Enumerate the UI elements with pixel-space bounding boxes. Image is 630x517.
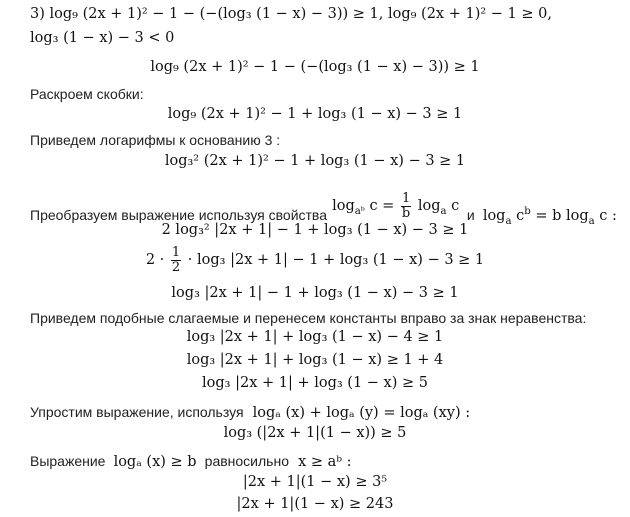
explanation-text: Приведем подобные слагаемые и перенесем константы вправо за знак неравенства:	[30, 310, 587, 326]
math-text: log₃² (2x + 1)² − 1 + log₃ (1 − x) − 3 ≥ 1	[164, 153, 466, 169]
explanation-text: равносильно	[204, 453, 289, 469]
math-text: log₃ |2x + 1| + log₃ (1 − x) ≥ 1 + 4	[186, 352, 444, 368]
inequality-line-9	[0, 375, 630, 391]
math-text: c :	[594, 208, 617, 225]
fraction-one-over-b	[401, 192, 411, 220]
math-text: log	[482, 208, 506, 225]
math-text: 2 ·	[145, 252, 165, 269]
inequality-line-3	[0, 153, 630, 169]
fraction-one-half	[171, 246, 181, 274]
explanation-text: Раскроем скобки:	[30, 86, 144, 102]
math-text: logₐ (x) ≥ b	[113, 454, 197, 470]
math-superscript: b	[524, 206, 531, 218]
fraction-numerator: 1	[171, 245, 181, 260]
inequality-line-7	[0, 329, 630, 345]
properties-line	[30, 178, 617, 228]
inequality-line-11	[0, 474, 630, 490]
domain-condition-line	[30, 30, 174, 46]
text-change-base	[30, 132, 280, 148]
math-text: log₉ (2x + 1)² − 1 − (−(log₃ (1 − x) − 3)) ≥ 1	[150, 59, 480, 75]
property-1-formula	[332, 191, 464, 221]
math-text: log₃ |2x + 1| + log₃ (1 − x) − 4 ≥ 1	[186, 329, 444, 345]
inequality-line-2	[0, 106, 630, 122]
math-text: x ≥ aᵇ :	[298, 454, 352, 470]
math-text: log	[332, 198, 355, 215]
inequality-line-5	[0, 246, 630, 274]
math-text: log₃ (1 − x) − 3 < 0	[30, 30, 175, 46]
math-text: |2x + 1|(1 − x) ≥ 243	[236, 496, 394, 512]
inequality-line-8	[0, 352, 630, 368]
math-text: log	[417, 198, 441, 215]
math-text: · log₃ |2x + 1| − 1 + log₃ (1 − x) − 3 ≥ 1	[187, 252, 485, 269]
math-text: c =	[364, 198, 395, 215]
math-subscript: a	[440, 206, 447, 218]
conjunction-text: и	[466, 207, 475, 224]
inequality-line-1	[0, 59, 630, 75]
explanation-text: Выражение	[30, 453, 106, 469]
inequality-line-10	[0, 425, 630, 441]
equivalence-line	[30, 451, 352, 470]
fraction-denominator: b	[401, 205, 411, 221]
math-text: c	[511, 208, 525, 225]
fraction-numerator: 1	[401, 191, 411, 206]
math-text: 3) log₉ (2x + 1)² − 1 − (−(log₃ (1 − x) − 3)) ≥ 1, log₉ (2x + 1)² − 1 ≥ 0,	[30, 6, 552, 22]
math-text: log₃ (|2x + 1|(1 − x)) ≥ 5	[223, 425, 407, 441]
explanation-text: Преобразуем выражение используя свойства	[30, 207, 327, 224]
math-text: log₃ |2x + 1| − 1 + log₃ (1 − x) − 3 ≥ 1	[171, 285, 459, 301]
math-subscript: a	[588, 216, 595, 228]
math-text: log₃ |2x + 1| + log₃ (1 − x) ≥ 5	[202, 375, 428, 391]
simplify-line	[30, 402, 470, 421]
math-text: c	[446, 198, 460, 215]
log-sum-property: logₐ (x) + logₐ (y) = logₐ (xy) :	[252, 405, 471, 421]
step-3-condition-line	[30, 6, 552, 22]
math-subscript: aᵇ	[354, 206, 365, 218]
inequality-line-12	[0, 496, 630, 512]
text-open-brackets	[30, 86, 144, 102]
inequality-line-6	[0, 285, 630, 301]
explanation-text: Упростим выражение, используя	[30, 404, 244, 420]
math-text: |2x + 1|(1 − x) ≥ 3⁵	[242, 474, 388, 490]
math-subscript: a	[505, 216, 512, 228]
fraction-denominator: 2	[171, 259, 181, 275]
math-text: log₉ (2x + 1)² − 1 + log₃ (1 − x) − 3 ≥ 1	[167, 106, 463, 122]
math-text: = b log	[530, 208, 589, 225]
inequality-line-4	[0, 222, 630, 238]
explanation-text: Приведем логарифмы к основанию 3 :	[30, 132, 281, 148]
math-text: 2 log₃² |2x + 1| − 1 + log₃ (1 − x) − 3 ≥ 1	[161, 222, 469, 238]
text-collect-terms	[30, 310, 586, 326]
